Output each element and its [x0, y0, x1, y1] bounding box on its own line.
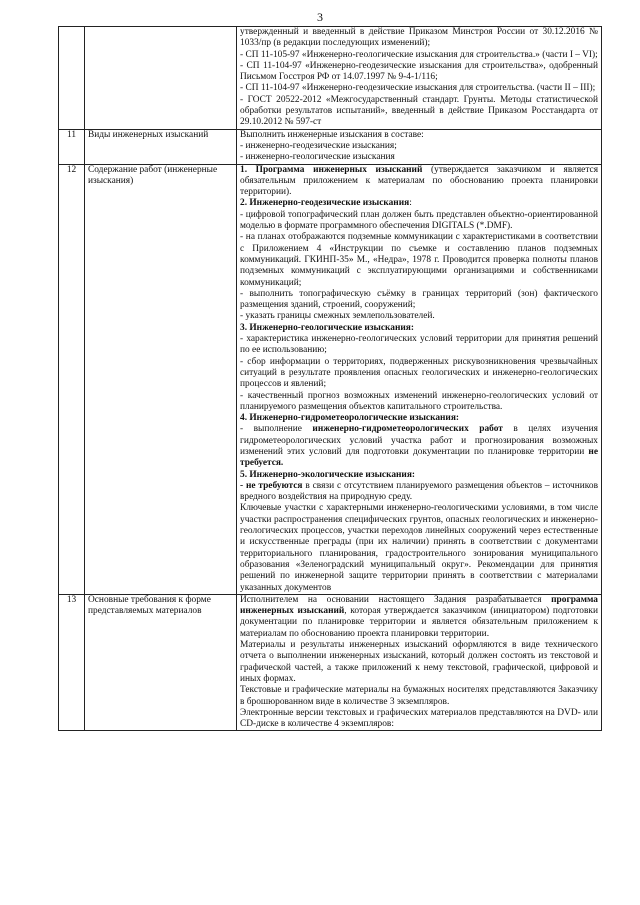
page-number: 3 [317, 10, 323, 24]
text: - инженерно-геологические изыскания [240, 152, 395, 163]
text: - СП 11-104-97 «Инженерно-геодезические изыскания для строительства», одобренный Письмом Госстроя РФ от 14.07.1997 № 9-4-1/116; [240, 60, 598, 83]
paragraph [240, 198, 598, 209]
text: , которая утверждается заказчиком (инициатором) подготовки документации по планировке территории и является обязательным приложением к материалам по обоснованию проекта планировки территории. [240, 606, 598, 639]
bold-text: 1. Программа инженерных изысканий [240, 164, 423, 175]
paragraph [240, 130, 598, 141]
text: (утверждается заказчиком и является обязательным приложением к материалам по обоснованию проекта планировки территории). [240, 164, 599, 198]
bold-text: 2. Инженерно-геодезические изыскания [240, 198, 410, 209]
bold-text: 5. Инженерно-экологические изыскания: [240, 469, 416, 480]
text: в целях изучения гидрометеорологических условий участка работ и прогнозирования возможных изменений этих условий для подготовки документации по планировке территории [240, 424, 598, 457]
row-number: 11 [59, 129, 85, 164]
text: - сбор информации о территориях, подверженных рискувозникновения чрезвычайных ситуаций в результате проявления опасных геологических и инженерно-геологических процессов и явлений; [240, 356, 598, 390]
table-row [59, 129, 602, 164]
row-label: Основные требования к форме представляемых материалов [85, 594, 237, 731]
paragraph [240, 61, 598, 84]
paragraph [240, 708, 598, 731]
paragraph [240, 357, 598, 391]
paragraph [240, 640, 598, 685]
row-number: 12 [59, 164, 85, 594]
text: - СП 11-105-97 «Инженерно-геологические изыскания для строительства.» (части I – VI); [240, 49, 598, 60]
text: Выполнить инженерные изыскания в составе: [240, 129, 424, 140]
paragraph [240, 289, 598, 312]
paragraph [240, 391, 598, 414]
paragraph [240, 503, 598, 593]
paragraph [240, 165, 598, 199]
text: - выполнить топографическую съёмку в границах территорий (зон) фактического размещения зданий, строений, сооружений; [240, 288, 598, 311]
paragraph [240, 50, 598, 61]
bold-text: не требуется. [240, 446, 598, 469]
text: Текстовые и графические материалы на бумажных носителях представляются Заказчику в брошюрованном виде в количестве 3 экземпляров. [240, 685, 598, 707]
paragraph [240, 595, 598, 640]
text: Исполнителем на основании настоящего Задания разрабатывается [240, 594, 552, 605]
paragraph [240, 481, 598, 504]
text: : [409, 198, 412, 209]
bold-text: 4. Инженерно-гидрометеорологические изыскания: [240, 413, 460, 424]
text: - указать границы смежных землепользователей. [240, 311, 435, 322]
bold-text: инженерно-гидрометеорологических работ [312, 424, 503, 435]
bold-text: 3. Инженерно-геологические изыскания: [240, 322, 414, 333]
text: в связи с отсутствием планируемого размещения объектов – источников вредного воздействия на природную среду. [240, 480, 598, 503]
table-row [59, 164, 602, 594]
row-content [237, 27, 602, 130]
text: - на планах отображаются подземные коммуникации с характеристиками в соответствии с Приложением 4 «Инструкции по съемке и составлению планов подземных коммуникаций. ГКИНП-35» М., «Недра», 1978 г. Проводится проверка полноты планов подземных коммуникаций с эксплуатирующими организациями и собственниками коммуникаций; [240, 232, 598, 288]
paragraph [240, 334, 598, 357]
table-row [59, 27, 602, 130]
paragraph [240, 685, 598, 708]
row-number: 13 [59, 594, 85, 731]
row-content [237, 594, 602, 731]
row-content [237, 164, 602, 594]
row-number [59, 27, 85, 130]
text: - ГОСТ 20522-2012 «Межгосударственный стандарт. Грунты. Методы статистической обработки результатов испытаний», введенный в действие Приказом Росстандарта от 29.10.2012 № 597-ст [240, 94, 598, 128]
paragraph [240, 27, 598, 50]
row-label: Виды инженерных изысканий [85, 129, 237, 164]
text: - характеристика инженерно-геологических условий территории для принятия решений по ее использованию; [240, 334, 598, 356]
text: Материалы и результаты инженерных изысканий оформляются в виде технического отчета о выполнении инженерных изысканий, который должен состоять из текстовой и графической частей, а также приложений к нему текстовой, графической, цифровой и иных формах. [240, 640, 598, 684]
bold-text: программа инженерных изысканий [240, 594, 598, 617]
paragraph [240, 210, 598, 233]
text: Электронные версии текстовых и графических материалов представляются на DVD- или CD-диске в количестве 4 экземпляров: [240, 707, 598, 730]
paragraph [240, 413, 598, 424]
paragraph [240, 470, 598, 481]
paragraph [240, 83, 598, 94]
text: - СП 11-104-97 «Инженерно-геодезические изыскания для строительства. (части II – III); [240, 83, 596, 94]
text: - выполнение [240, 424, 313, 435]
paragraph [240, 323, 598, 334]
text: - качественный прогноз возможных изменений инженерно-геологических условий от планируемого размещения объектов капитального строительства. [240, 390, 598, 412]
paragraph [240, 311, 598, 322]
requirements-table [58, 26, 602, 731]
text: Ключевые участки с характерными инженерно-геологическими условиями, в том числе участки распространения специфических грунтов, опасных геологических и инженерно-геологических процессов, участки переходов линейных сооружений через естественные и искусственные преграды (при их наличии) принять в соответствии с документами территориального планирования, градостроительного зонирования муниципального образования «Зеленоградский муниципальный округ». Рекомендации для принятия решений по инженерной защите территории принять в соответствии с материалами указанных документов [240, 503, 598, 593]
paragraph [240, 152, 598, 163]
table-row [59, 594, 602, 731]
text: - инженерно-геодезические изыскания; [240, 140, 397, 151]
paragraph [240, 95, 598, 129]
row-content [237, 129, 602, 164]
bold-text: - не требуются [240, 480, 303, 491]
text: - цифровой топографический план должен быть представлен объектно-ориентированной моделью в формате программного обеспечения DIGITALS (*.DMF). [240, 209, 598, 232]
paragraph [240, 424, 598, 469]
row-label [85, 27, 237, 130]
row-label: Содержание работ (инженерные изыскания) [85, 164, 237, 594]
paragraph [240, 141, 598, 152]
paragraph [240, 232, 598, 288]
text: утвержденный и введенный в действие Приказом Минстроя России от 30.12.2016 № 1033/пр (в редакции последующих изменений); [240, 27, 598, 49]
